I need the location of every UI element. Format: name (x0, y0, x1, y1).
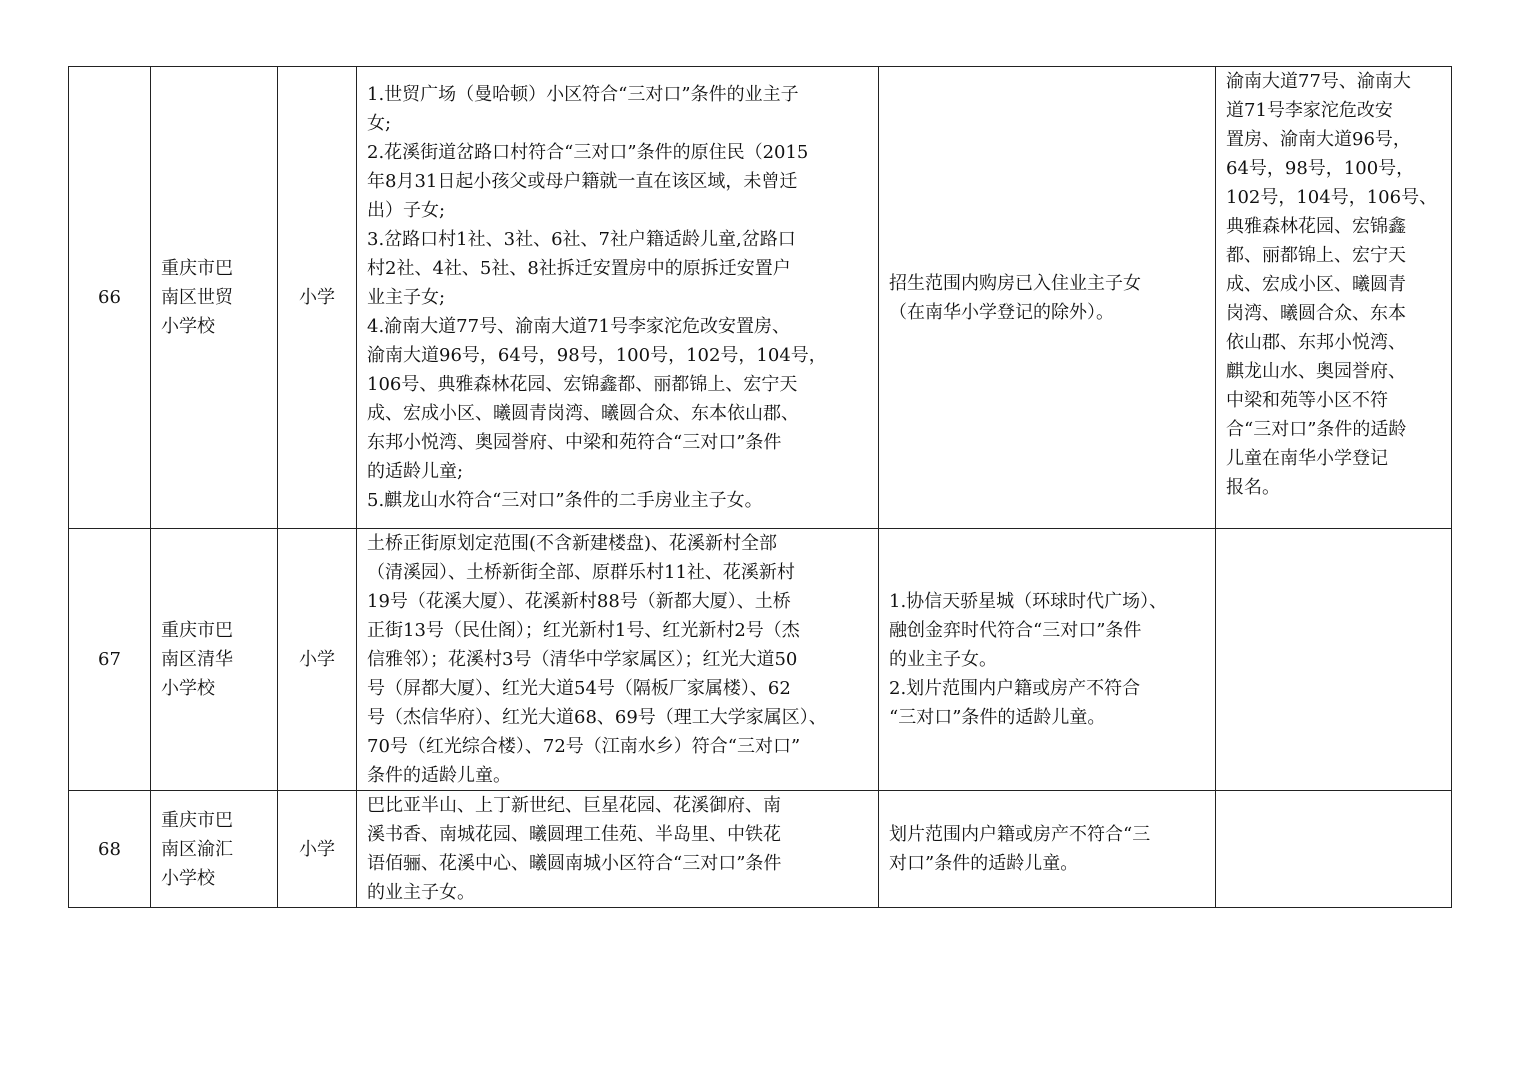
cell-note (1216, 791, 1452, 908)
cell-scope-line: 成、宏成小区、曦圆青岗湾、曦圆合众、东本依山郡、 (367, 403, 799, 424)
cell-extra-line: 招生范围内购房已入住业主子女 (889, 272, 1141, 294)
cell-scope-line: 号（杰信华府）、红光大道68、69号（理工大学家属区）、 (367, 707, 827, 728)
cell-note-line: 都、丽都锦上、宏宁天 (1226, 245, 1406, 266)
cell-scope-line: 巴比亚半山、上丁新世纪、巨星花园、花溪御府、南 (367, 795, 781, 816)
cell-extra-line: 对口”条件的适龄儿童。 (889, 853, 1079, 874)
cell-no: 68 (69, 791, 151, 908)
cell-scope-line: 5.麒龙山水符合“三对口”条件的二手房业主子女。 (367, 490, 763, 511)
cell-level: 小学 (278, 67, 357, 529)
cell-extra-line: 1.协信天骄星城（环球时代广场）、 (889, 591, 1168, 612)
cell-school-line: 小学校 (161, 316, 215, 337)
table-body (69, 67, 1452, 908)
cell-school (151, 791, 278, 908)
cell-scope (357, 791, 879, 908)
cell-note-line: 典雅森林花园、宏锦鑫 (1226, 216, 1406, 237)
cell-school-line: 南区渝汇 (161, 838, 233, 860)
cell-scope-line: 年8月31日起小孩父或母户籍就一直在该区域，未曾迁 (367, 171, 798, 192)
enrollment-table (68, 66, 1452, 908)
cell-note-line: 渝南大道77号、渝南大 (1226, 71, 1411, 92)
cell-school-line: 重庆市巴 (161, 809, 233, 831)
cell-school-line: 南区世贸 (161, 287, 233, 308)
cell-scope-line: 溪书香、南城花园、曦圆理工佳苑、半岛里、中铁花 (367, 824, 781, 845)
cell-school-line: 重庆市巴 (161, 620, 233, 641)
cell-scope-line: 村2社、4社、5社、8社拆迁安置房中的原拆迁安置户 (367, 258, 791, 279)
cell-scope (357, 529, 879, 791)
cell-note-line: 合“三对口”条件的适龄 (1226, 419, 1407, 440)
cell-scope-line: 4.渝南大道77号、渝南大道71号李家沱危改安置房、 (367, 316, 790, 337)
cell-no: 67 (69, 529, 151, 791)
cell-note-line: 道71号李家沱危改安 (1226, 100, 1393, 121)
cell-extra (879, 791, 1216, 908)
cell-scope-line: 语佰骊、花溪中心、曦圆南城小区符合“三对口”条件 (367, 853, 782, 874)
cell-scope-line: （清溪园）、土桥新街全部、原群乐村11社、花溪新村 (367, 562, 795, 583)
table-row (69, 67, 1452, 529)
cell-scope-line: 的适龄儿童; (367, 461, 464, 482)
cell-scope-line: 19号（花溪大厦）、花溪新村88号（新都大厦）、土桥 (367, 591, 791, 612)
cell-extra-line: “三对口”条件的适龄儿童。 (889, 707, 1106, 728)
cell-note-line: 依山郡、东邦小悦湾、 (1226, 332, 1406, 353)
cell-note-line: 儿童在南华小学登记 (1226, 448, 1388, 469)
cell-scope-line: 的业主子女。 (367, 882, 475, 903)
cell-level: 小学 (278, 529, 357, 791)
cell-scope-line: 土桥正街原划定范围(不含新建楼盘)、花溪新村全部 (367, 533, 778, 554)
cell-scope (357, 67, 879, 529)
cell-extra-line: 的业主子女。 (889, 649, 997, 670)
cell-note-line: 中梁和苑等小区不符 (1226, 390, 1388, 411)
cell-scope-line: 渝南大道96号，64号，98号，100号，102号，104号， (367, 345, 827, 366)
cell-note (1216, 67, 1452, 529)
cell-note-line: 成、宏成小区、曦圆青 (1226, 274, 1406, 295)
cell-note-line: 麒龙山水、奥园誉府、 (1226, 361, 1406, 382)
cell-extra-line: （在南华小学登记的除外）。 (889, 301, 1114, 323)
cell-extra (879, 529, 1216, 791)
cell-school-line: 南区清华 (161, 649, 233, 670)
cell-school-line: 小学校 (161, 867, 215, 889)
cell-scope-line: 106号、典雅森林花园、宏锦鑫都、丽都锦上、宏宁天 (367, 374, 798, 395)
cell-note-line: 64号，98号，100号， (1226, 158, 1415, 179)
cell-scope-line: 信雅邻）；花溪村3号（清华中学家属区）；红光大道50 (367, 649, 798, 670)
cell-school-line: 重庆市巴 (161, 258, 233, 279)
cell-extra-line: 融创金弈时代符合“三对口”条件 (889, 620, 1142, 641)
cell-scope-line: 出）子女; (367, 200, 446, 221)
cell-scope-line: 3.岔路口村1社、3社、6社、7社户籍适龄儿童,岔路口 (367, 229, 796, 250)
cell-extra-line: 2.划片范围内户籍或房产不符合 (889, 678, 1141, 699)
cell-scope-line: 正街13号（民仕阁）；红光新村1号、红光新村2号（杰 (367, 620, 800, 641)
cell-scope-line: 2.花溪街道岔路口村符合“三对口”条件的原住民（2015 (367, 142, 809, 163)
cell-scope-line: 1.世贸广场（曼哈顿）小区符合“三对口”条件的业主子 (367, 84, 799, 105)
cell-school-line: 小学校 (161, 678, 215, 699)
table-row (69, 529, 1452, 791)
cell-level: 小学 (278, 791, 357, 908)
cell-note-line: 102号，104号，106号、 (1226, 187, 1438, 208)
cell-note (1216, 529, 1452, 791)
cell-school (151, 529, 278, 791)
cell-note-line: 置房、渝南大道96号， (1226, 129, 1411, 150)
cell-extra (879, 67, 1216, 529)
cell-school (151, 67, 278, 529)
cell-no: 66 (69, 67, 151, 529)
cell-note-line: 报名。 (1226, 477, 1280, 498)
cell-scope-line: 业主子女; (367, 287, 446, 308)
cell-scope-line: 号（屏都大厦）、红光大道54号（隔板厂家属楼）、62 (367, 678, 791, 699)
table-row (69, 791, 1452, 908)
cell-scope-line: 70号（红光综合楼）、72号（江南水乡）符合“三对口” (367, 736, 801, 757)
cell-scope-line: 条件的适龄儿童。 (367, 765, 511, 786)
cell-note-line: 岗湾、曦圆合众、东本 (1226, 303, 1406, 324)
cell-scope-line: 东邦小悦湾、奥园誉府、中梁和苑符合“三对口”条件 (367, 432, 782, 453)
cell-extra-line: 划片范围内户籍或房产不符合“三 (889, 824, 1151, 845)
cell-scope-line: 女; (367, 113, 392, 134)
